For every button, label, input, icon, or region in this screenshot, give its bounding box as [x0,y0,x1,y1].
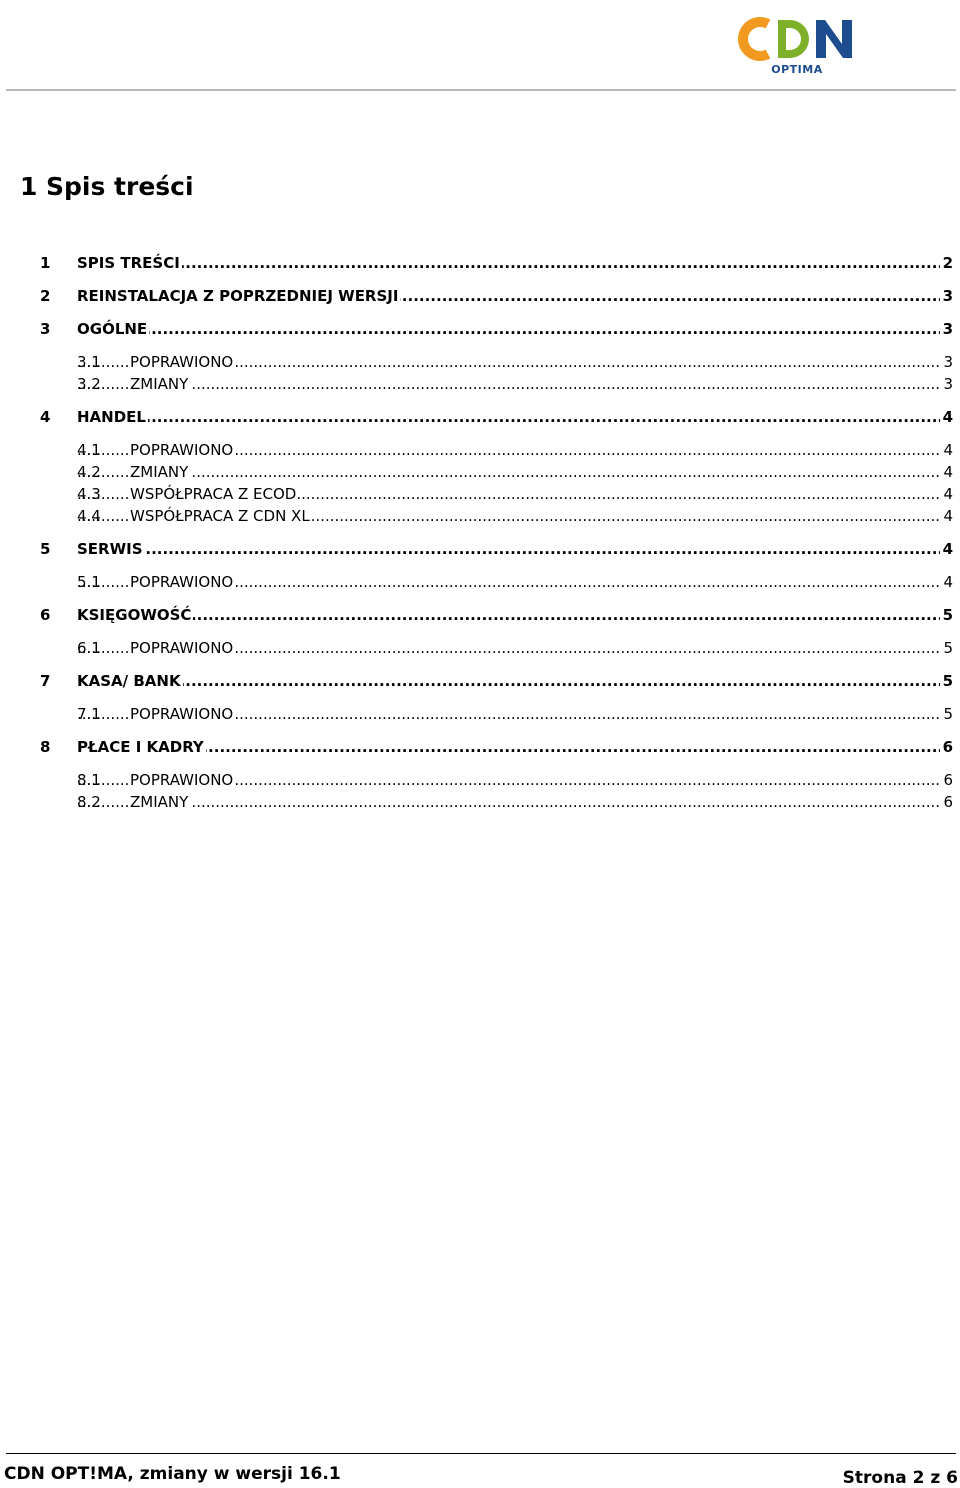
toc-entry[interactable] [0,253,960,273]
toc-entry[interactable] [0,792,960,812]
toc-entry-title: ZMIANY [130,463,189,481]
toc-entry-page: 6 [942,738,953,756]
toc-entry-title: ZMIANY [130,375,189,393]
toc-entry[interactable] [0,704,960,724]
toc-entry-title: POPRAWIONO [130,353,234,371]
toc-entry-number: 2 [40,287,51,305]
toc-entry-title: SERWIS [77,540,143,558]
toc-entry[interactable] [0,506,960,526]
toc-entry-page: 4 [943,463,953,481]
toc-dot-leader [77,407,940,427]
toc-entry-number: 8 [40,738,51,756]
page-header [0,0,960,92]
toc-entry-page: 3 [943,353,953,371]
toc-entry-title: ZMIANY [130,793,189,811]
logo-subtitle: OPTIMA [771,63,823,76]
toc-entry-number: 6 [40,606,51,624]
footer-page-number: Strona 2 z 6 [842,1468,958,1488]
toc-entry-number: 8.1 [77,771,101,789]
toc-entry-title: KSIĘGOWOŚĆ [77,606,192,624]
toc-dot-leader [77,737,940,757]
footer-divider [6,1453,956,1454]
toc-entry-page: 3 [942,287,953,305]
toc-entry-page: 3 [942,320,953,338]
toc-heading-text: Spis treści [46,172,194,201]
toc-entry-title: POPRAWIONO [130,705,234,723]
toc-entry-number: 4.2 [77,463,101,481]
toc-entry-page: 6 [943,771,953,789]
toc-entry[interactable] [0,638,960,658]
toc-entry-number: 1 [40,254,51,272]
toc-entry[interactable] [0,605,960,625]
toc-entry[interactable] [0,572,960,592]
toc-dot-leader [77,253,940,273]
header-divider [6,89,956,91]
toc-entry-page: 2 [942,254,953,272]
toc-entry-title: POPRAWIONO [130,441,234,459]
toc-entry-page: 5 [943,639,953,657]
toc-entry-number: 5.1 [77,573,101,591]
toc-entry-title: WSPÓŁPRACA Z ECOD [130,485,297,503]
toc-entry[interactable] [0,770,960,790]
footer-document-title: CDN OPT!MA, zmiany w wersji 16.1 [4,1464,341,1484]
toc-entry-title: OGÓLNE [77,320,148,338]
toc-entry-number: 3.1 [77,353,101,371]
toc-entry-page: 5 [942,606,953,624]
toc-entry-number: 4 [40,408,51,426]
toc-entry[interactable] [0,737,960,757]
toc-entry-page: 5 [943,705,953,723]
toc-entry[interactable] [0,319,960,339]
toc-entry-number: 4.4 [77,507,101,525]
toc-entry-title: REINSTALACJA Z POPRZEDNIEJ WERSJI [77,287,399,305]
toc-dot-leader [77,671,940,691]
toc-entry-number: 4.1 [77,441,101,459]
toc-entry-title: POPRAWIONO [130,771,234,789]
toc-entry-number: 3 [40,320,51,338]
cdn-wordmark-graphic [738,14,858,62]
toc-entry-page: 4 [943,441,953,459]
toc-entry[interactable] [0,671,960,691]
toc-heading-number: 1 [20,172,38,201]
toc-entry-title: SPIS TREŚCI [77,254,180,272]
toc-entry-title: WSPÓŁPRACA Z CDN XL [130,507,310,525]
toc-entry-number: 7 [40,672,51,690]
toc-entry-number: 5 [40,540,51,558]
toc-entry-page: 5 [942,672,953,690]
toc-entry-number: 6.1 [77,639,101,657]
toc-entry-title: POPRAWIONO [130,573,234,591]
toc-entry-number: 4.3 [77,485,101,503]
toc-dot-leader [77,374,940,394]
toc-entry[interactable] [0,407,960,427]
toc-entry-page: 4 [942,540,953,558]
toc-dot-leader [77,462,940,482]
toc-entry-title: PŁACE I KADRY [77,738,204,756]
toc-entry-title: POPRAWIONO [130,639,234,657]
toc-entry-page: 3 [943,375,953,393]
toc-entry-page: 6 [943,793,953,811]
toc-entry[interactable] [0,286,960,306]
toc-entry-number: 3.2 [77,375,101,393]
toc-dot-leader [77,605,940,625]
toc-entry-number: 8.2 [77,793,101,811]
toc-heading [20,172,194,201]
toc-entry[interactable] [0,462,960,482]
toc-dot-leader [77,539,940,559]
toc-entry[interactable] [0,374,960,394]
toc-entry-page: 4 [942,408,953,426]
toc-dot-leader [77,319,940,339]
toc-entry[interactable] [0,539,960,559]
toc-entry-title: KASA/ BANK [77,672,181,690]
toc-entry[interactable] [0,484,960,504]
toc-entry-page: 4 [943,485,953,503]
toc-entry-page: 4 [943,507,953,525]
toc-dot-leader [77,792,940,812]
toc-entry-page: 4 [943,573,953,591]
toc-entry[interactable] [0,440,960,460]
toc-entry[interactable] [0,352,960,372]
toc-entry-number: 7.1 [77,705,101,723]
toc-entry-title: HANDEL [77,408,146,426]
cdn-optima-logo [738,14,858,80]
